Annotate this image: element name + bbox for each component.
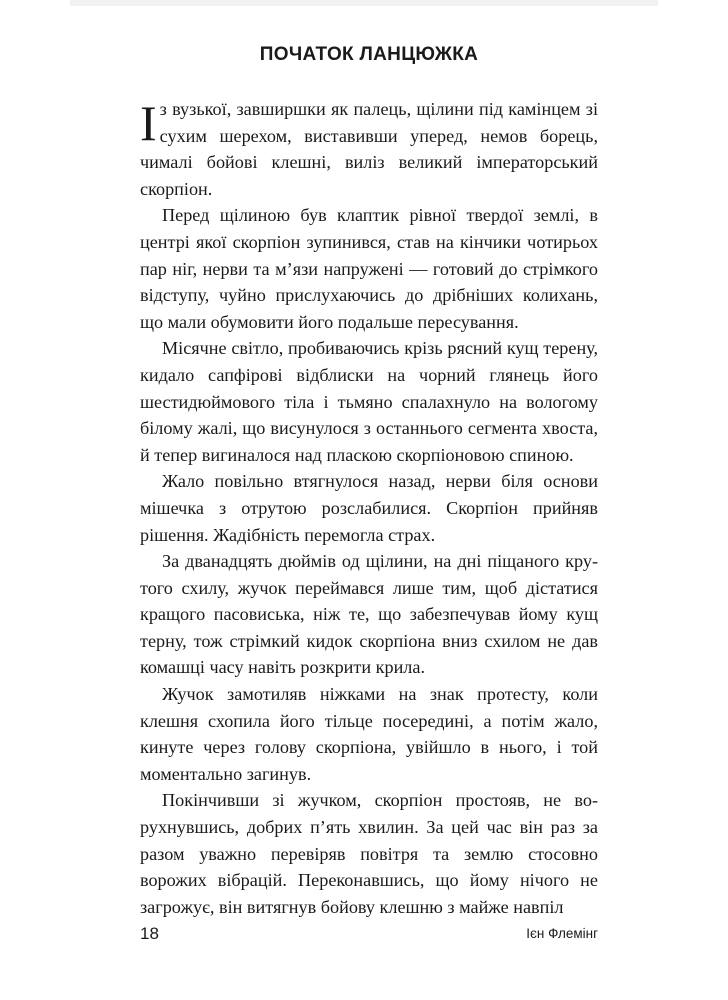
paragraph-7: Покінчивши зі жучком, скорпіон простояв, не ворухнувшись, добрих п’ять хвилин. За цей час він раз за разом уважно перевіряв повітря та землю стосовно ворожих вібрацій. Переконавшись, що йому нічого не загрожує, він витягнув бойову клешню з майже навпіл	[140, 790, 598, 917]
chapter-body	[140, 96, 598, 920]
paragraph-1	[140, 96, 598, 202]
chapter-title: ПОЧАТОК ЛАНЦЮЖКА	[259, 44, 479, 65]
page-number: 18	[140, 924, 159, 943]
paragraph-4: Жало повільно втягнулося назад, нерви біля основи мішечка з отрутою розслабилися. Скорпіон прийняв рішення. Жадібність перемогла страх.	[140, 471, 598, 545]
running-author: Ієн Флемінг	[526, 926, 598, 941]
paragraph-5: За дванадцять дюймів од щілини, на дні піщаного крутого схилу, жучок переймався лише тим, щоб дістатися кращого пасовиська, ніж те, що забезпечував йому кущ терну, тож стрімкий кидок скорпіона вниз схилом не дав комашці часу навіть розкрити крила.	[140, 551, 598, 678]
drop-cap: І	[140, 95, 157, 151]
paragraph-2: Перед щілиною був клаптик рівної твердої землі, в центрі якої скорпіон зупинився, став на кінчики чотирьох пар ніг, нерви та м’язи напружені — готовий до стрімкого відступу, чуйно прислухаючись до дрібніших колихань, що мали обумовити його подальше пересування.	[140, 205, 598, 332]
paragraph-1-text: з вузької, завширшки як палець, щілини під камінцем зі сухим шерехом, виставивши уперед, немов борець, чималі бойові клешні, виліз великий імператорський скорпіон.	[140, 99, 598, 199]
paragraph-3: Місячне світло, пробиваючись крізь рясний кущ терену, кидало сапфірові відблиски на чорний глянець його шестидюймового тіла і тьмяно спалахнуло на вологому білому жалі, що висунулося з останнього сегмента хвоста, й тепер вигиналося над пласкою скорпіоновою спиною.	[140, 338, 598, 465]
page-footer	[140, 924, 598, 948]
paragraph-6: Жучок замотиляв ніжками на знак протесту, коли клешня схопила його тільце посередині, а потім жало, кинуте через голову скорпіона, увійшло в нього, і той моментально загинув.	[140, 684, 598, 784]
